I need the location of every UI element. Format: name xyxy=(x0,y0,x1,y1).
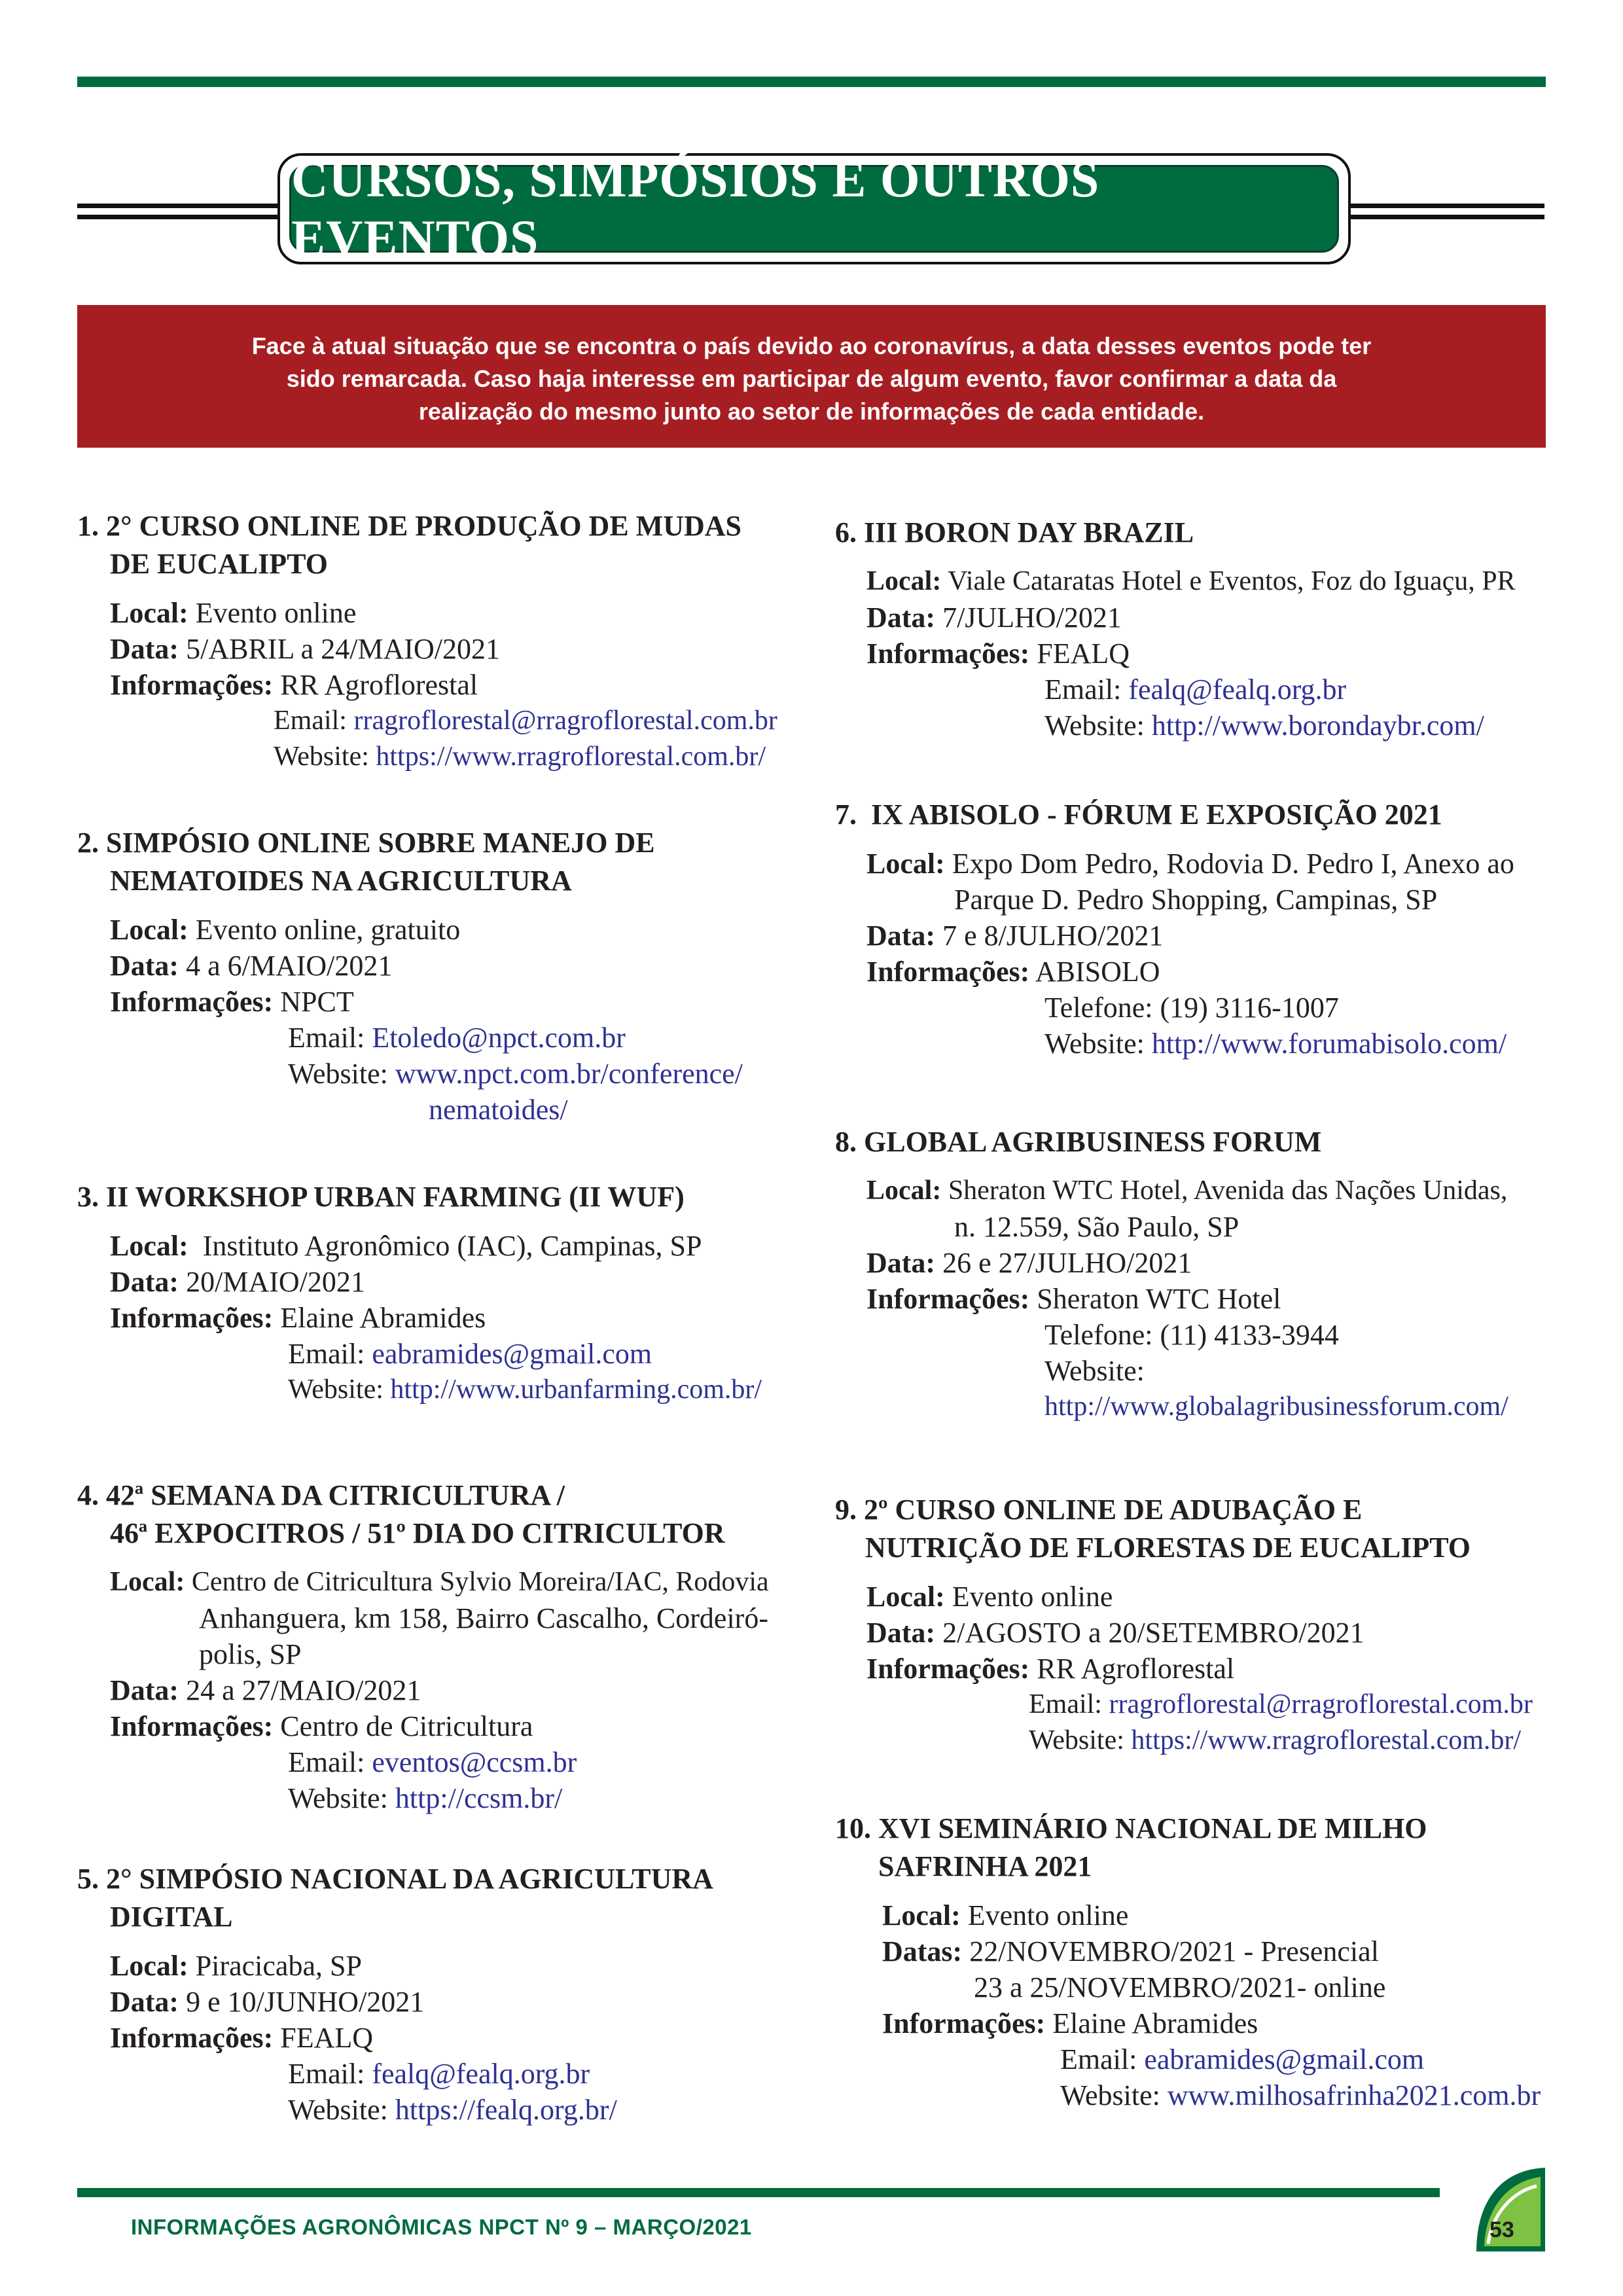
website-link[interactable]: http://www.urbanfarming.com.br/ xyxy=(390,1374,762,1405)
website-link[interactable]: www.npct.com.br/conference/ xyxy=(395,1058,743,1090)
event-title: 2. SIMPÓSIO ONLINE SOBRE MANEJO DE NEMATOIDES NA AGRICULTURA xyxy=(77,827,655,897)
notice-line: sido remarcada. Caso haja interesse em participar de algum evento, favor confirmar a data da xyxy=(286,365,1337,392)
website-link[interactable]: https://fealq.org.br/ xyxy=(395,2094,617,2126)
data-row: Data: 7/JULHO/2021 xyxy=(866,601,1122,634)
phone-row: Telefone: (19) 3116-1007 xyxy=(1044,992,1339,1024)
website-link[interactable]: https://www.rragroflorestal.com.br/ xyxy=(1131,1725,1522,1755)
email-row: Email: fealq@fealq.org.br xyxy=(1044,673,1347,706)
local-row: Local: Centro de Citricultura Sylvio Moreira/IAC, Rodovia xyxy=(110,1567,769,1597)
title-rule-right xyxy=(1340,204,1544,222)
local-row: Local: Viale Cataratas Hotel e Eventos, Foz do Iguaçu, PR xyxy=(866,566,1516,596)
page-number: 53 xyxy=(1489,2217,1514,2242)
website-link[interactable]: http://www.borondaybr.com/ xyxy=(1151,709,1484,742)
local-row: Local: Evento online xyxy=(110,597,357,629)
title-rule-left xyxy=(77,204,287,222)
coronavirus-notice xyxy=(77,305,1546,448)
data-row-cont: 23 a 25/NOVEMBRO/2021- online xyxy=(974,1971,1386,2003)
local-row-cont: Parque D. Pedro Shopping, Campinas, SP xyxy=(954,884,1438,916)
data-row: Data: 4 a 6/MAIO/2021 xyxy=(110,950,393,982)
local-row: Local: Instituto Agronômico (IAC), Campinas, SP xyxy=(110,1230,702,1262)
event-title: 4. 42ª SEMANA DA CITRICULTURA / 46ª EXPOCITROS / 51º DIA DO CITRICULTOR xyxy=(77,1479,725,1549)
website-link[interactable]: http://ccsm.br/ xyxy=(395,1782,563,1814)
email-link[interactable]: Etoledo@npct.com.br xyxy=(372,1022,626,1054)
bottom-rule xyxy=(77,2188,1440,2197)
event-9 xyxy=(835,1491,1555,1759)
event-2 xyxy=(77,824,810,1128)
website-row: Website: https://www.rragroflorestal.com.br/ xyxy=(1029,1725,1522,1755)
data-row: Data: 2/AGOSTO a 20/SETEMBRO/2021 xyxy=(866,1617,1364,1649)
website-row: Website: http://www.urbanfarming.com.br/ xyxy=(288,1374,762,1405)
email-row: Email: rragroflorestal@rragroflorestal.com.br xyxy=(274,706,777,736)
phone-row: Telefone: (11) 4133-3944 xyxy=(1044,1319,1339,1351)
info-row: Informações: FEALQ xyxy=(110,2022,374,2054)
website-link[interactable]: http://www.globalagribusinessforum.com/ xyxy=(1044,1391,1508,1422)
info-row: Informações: Elaine Abramides xyxy=(882,2007,1258,2039)
leaf-page-badge-icon xyxy=(1463,2160,1548,2258)
data-row: Data: 5/ABRIL a 24/MAIO/2021 xyxy=(110,633,500,665)
event-title: 8. GLOBAL AGRIBUSINESS FORUM xyxy=(835,1126,1322,1158)
website-link[interactable]: http://www.forumabisolo.com/ xyxy=(1151,1028,1507,1060)
website-row: Website: http://www.forumabisolo.com/ xyxy=(1044,1028,1507,1060)
email-link[interactable]: rragroflorestal@rragroflorestal.com.br xyxy=(353,706,777,736)
email-link[interactable]: fealq@fealq.org.br xyxy=(1128,673,1347,706)
data-row: Datas: 22/NOVEMBRO/2021 - Presencial xyxy=(882,1935,1379,1967)
website-row: Website: www.milhosafrinha2021.com.br xyxy=(1060,2079,1541,2111)
website-link[interactable]: www.milhosafrinha2021.com.br xyxy=(1167,2079,1541,2111)
event-5 xyxy=(77,1860,810,2128)
email-link[interactable]: rragroflorestal@rragroflorestal.com.br xyxy=(1109,1689,1533,1719)
info-row: Informações: NPCT xyxy=(110,986,354,1018)
event-title: 1. 2° CURSO ONLINE DE PRODUÇÃO DE MUDAS DE EUCALIPTO xyxy=(77,510,741,580)
footer-publication: INFORMAÇÕES AGRONÔMICAS NPCT Nº 9 – MARÇO/2021 xyxy=(131,2215,752,2239)
email-row: Email: rragroflorestal@rragroflorestal.com.br xyxy=(1029,1689,1533,1719)
local-row-cont: Anhanguera, km 158, Bairro Cascalho, Cordeiró- xyxy=(199,1602,768,1634)
local-row: Local: Piracicaba, SP xyxy=(110,1950,362,1982)
email-row: Email: Etoledo@npct.com.br xyxy=(288,1022,626,1054)
email-row: Email: eventos@ccsm.br xyxy=(288,1746,577,1778)
event-title: 10. XVI SEMINÁRIO NACIONAL DE MILHO SAFRINHA 2021 xyxy=(835,1812,1427,1882)
event-3 xyxy=(77,1178,810,1408)
website-row-cont xyxy=(110,1092,810,1128)
info-row: Informações: Elaine Abramides xyxy=(110,1302,486,1334)
email-row: Email: eabramides@gmail.com xyxy=(1060,2043,1425,2075)
email-row: Email: eabramides@gmail.com xyxy=(288,1338,652,1370)
website-row-cont xyxy=(866,1389,1555,1425)
local-row: Local: Evento online xyxy=(882,1899,1129,1931)
data-row: Data: 7 e 8/JULHO/2021 xyxy=(866,920,1164,952)
event-title: 9. 2º CURSO ONLINE DE ADUBAÇÃO E NUTRIÇÃO DE FLORESTAS DE EUCALIPTO xyxy=(835,1494,1471,1564)
website-row: Website: www.npct.com.br/conference/ xyxy=(288,1058,743,1090)
top-rule xyxy=(77,77,1546,87)
email-link[interactable]: eabramides@gmail.com xyxy=(372,1338,652,1370)
event-title: 5. 2° SIMPÓSIO NACIONAL DA AGRICULTURA DIGITAL xyxy=(77,1863,713,1933)
notice-line: realização do mesmo junto ao setor de informações de cada entidade. xyxy=(418,398,1205,425)
section-title: CURSOS, SIMPÓSIOS E OUTROS EVENTOS xyxy=(291,151,1100,266)
notice-line: Face à atual situação que se encontra o país devido ao coronavírus, a data desses eventos pode ter xyxy=(251,332,1372,359)
local-row-cont: n. 12.559, São Paulo, SP xyxy=(954,1211,1240,1243)
email-link[interactable]: eventos@ccsm.br xyxy=(372,1746,577,1778)
data-row: Data: 9 e 10/JUNHO/2021 xyxy=(110,1986,425,2018)
info-row: Informações: RR Agroflorestal xyxy=(110,669,478,701)
local-row-cont: polis, SP xyxy=(199,1638,302,1670)
email-row: Email: fealq@fealq.org.br xyxy=(288,2058,590,2090)
event-6 xyxy=(835,514,1555,744)
event-4 xyxy=(77,1477,810,1816)
local-row: Local: Sheraton WTC Hotel, Avenida das Nações Unidas, xyxy=(866,1175,1508,1206)
info-row: Informações: Sheraton WTC Hotel xyxy=(866,1283,1281,1315)
event-title: 7. IX ABISOLO - FÓRUM E EXPOSIÇÃO 2021 xyxy=(835,798,1442,831)
local-row: Local: Evento online xyxy=(866,1581,1113,1613)
event-7 xyxy=(835,796,1555,1062)
website-row: Website: http://www.borondaybr.com/ xyxy=(1044,709,1484,742)
website-row: Website: https://fealq.org.br/ xyxy=(288,2094,617,2126)
local-row: Local: Expo Dom Pedro, Rodovia D. Pedro I, Anexo ao xyxy=(866,848,1514,880)
email-link[interactable]: fealq@fealq.org.br xyxy=(372,2058,590,2090)
info-row: Informações: ABISOLO xyxy=(866,956,1160,988)
data-row: Data: 20/MAIO/2021 xyxy=(110,1266,365,1298)
website-label: Website: xyxy=(1044,1355,1145,1387)
event-1 xyxy=(77,507,810,775)
info-row: Informações: FEALQ xyxy=(866,637,1130,670)
info-row: Informações: Centro de Citricultura xyxy=(110,1710,533,1742)
local-row: Local: Evento online, gratuito xyxy=(110,914,461,946)
website-link[interactable]: nematoides/ xyxy=(429,1094,568,1126)
event-8 xyxy=(835,1123,1555,1425)
event-10 xyxy=(835,1810,1555,2113)
event-title: 3. II WORKSHOP URBAN FARMING (II WUF) xyxy=(77,1181,685,1213)
website-row: Website: http://ccsm.br/ xyxy=(288,1782,563,1814)
data-row: Data: 26 e 27/JULHO/2021 xyxy=(866,1247,1192,1279)
section-title-box xyxy=(277,153,1351,264)
website-row: Website: https://www.rragroflorestal.com.br/ xyxy=(274,742,766,772)
data-row: Data: 24 a 27/MAIO/2021 xyxy=(110,1674,421,1706)
event-title: 6. III BORON DAY BRAZIL xyxy=(835,516,1194,548)
email-link[interactable]: eabramides@gmail.com xyxy=(1144,2043,1425,2075)
website-link[interactable]: https://www.rragroflorestal.com.br/ xyxy=(376,742,766,772)
info-row: Informações: RR Agroflorestal xyxy=(866,1653,1235,1685)
